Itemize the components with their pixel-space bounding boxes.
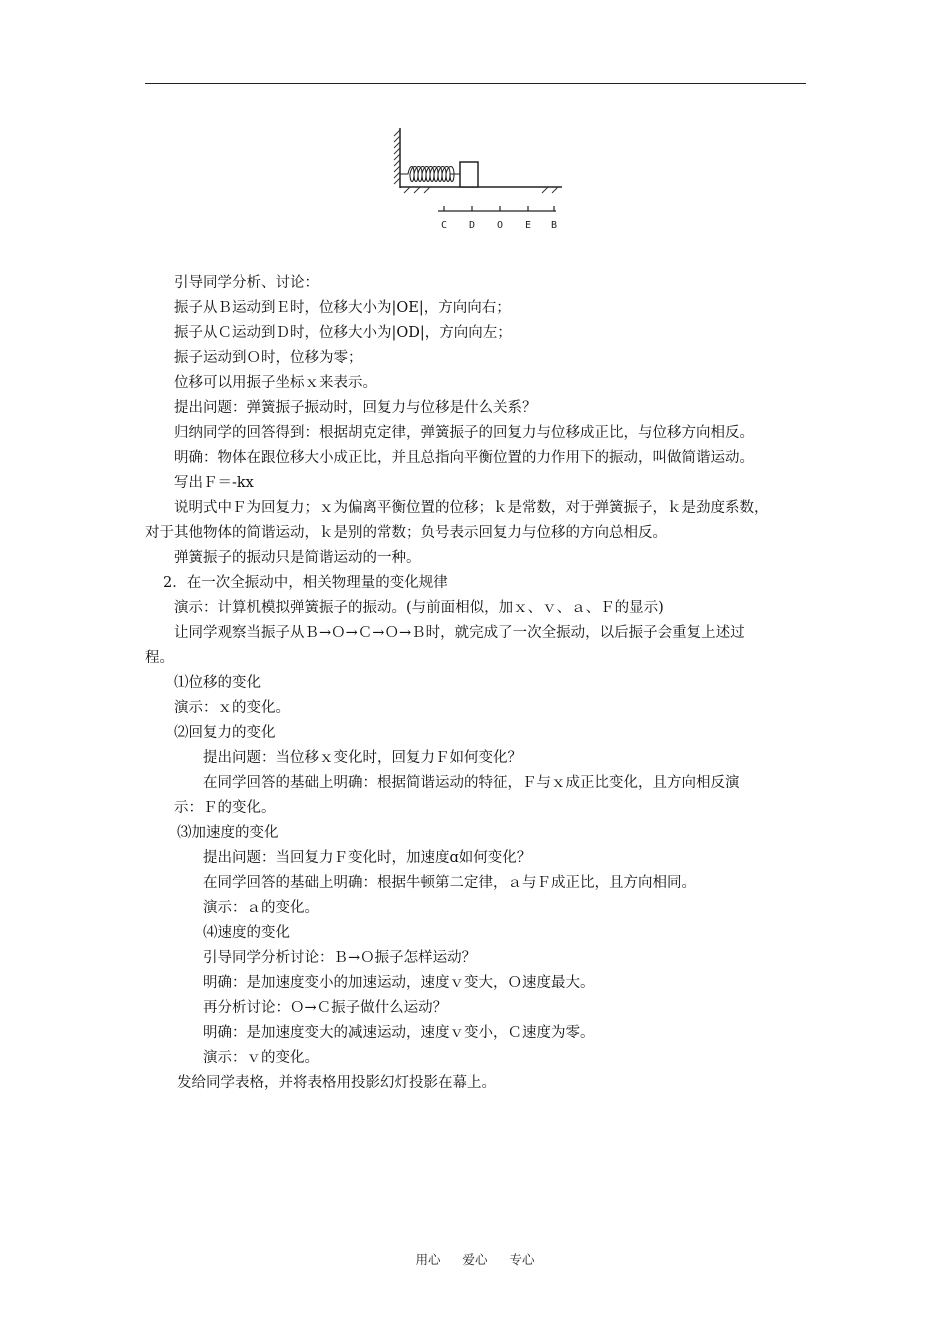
footer-text: 爱心 [462,1252,488,1267]
text-line: ⑶加速度的变化 [177,825,279,841]
text-line: 明确：是加速度变小的加速运动，速度ｖ变大，Ｏ速度最大。 [203,975,595,991]
text-line: 振子从Ｂ运动到Ｅ时，位移大小为|OE|，方向向右； [174,300,511,316]
text-line: 明确：物体在跟位移大小成正比，并且总指向平衡位置的力作用下的振动，叫做简谐运动。 [174,450,754,466]
text-line: 明确：是加速度变大的减速运动，速度ｖ变小，Ｃ速度为零。 [203,1025,595,1041]
text-line: ⑴位移的变化 [174,675,261,691]
text-line: 提出问题：弹簧振子振动时，回复力与位移是什么关系？ [174,400,537,416]
text-line: 在同学回答的基础上明确：根据简谐运动的特征，Ｆ与ｘ成正比变化，且方向相反演 [203,775,740,791]
text-line: 演示：ａ的变化。 [203,900,319,916]
axis-label-d: D [468,220,476,231]
text-line: 再分析讨论：Ｏ→Ｃ振子做什么运动？ [203,1000,448,1016]
text-line: 说明式中Ｆ为回复力；ｘ为偏离平衡位置的位移；ｋ是常数，对于弹簧振子，ｋ是劲度系数， [174,500,769,516]
text-line: 写出Ｆ＝-kx [174,475,254,491]
text-line: 演示：计算机模拟弹簧振子的振动。(与前面相似，加ｘ、ｖ、ａ、Ｆ的显示) [174,600,664,616]
floor-hatch [404,187,558,193]
text-line: 让同学观察当振子从Ｂ→Ｏ→Ｃ→Ｏ→Ｂ时，就完成了一次全振动，以后振子会重复上述过 [174,625,745,641]
text-line: 发给同学表格，并将表格用投影幻灯投影在幕上。 [177,1075,496,1091]
text-line: ⑵回复力的变化 [174,725,276,741]
axis-ticks [444,206,554,211]
spring-oscillator-diagram [392,124,570,234]
axis-label-b: B [550,220,558,231]
text-line: 2．在一次全振动中，相关物理量的变化规律 [163,575,448,591]
text-line: 在同学回答的基础上明确：根据牛顿第二定律，ａ与Ｆ成正比，且方向相同。 [203,875,696,891]
header-rule [145,83,806,84]
axis-label-c: C [440,220,448,231]
spring [400,167,460,182]
axis-label-e: E [524,220,532,231]
footer-text: 用心 [415,1252,441,1267]
text-line: 位移可以用振子坐标ｘ来表示。 [174,375,377,391]
text-line: 提出问题：当回复力Ｆ变化时，加速度ɑ如何变化？ [203,850,532,866]
text-line: 程。 [145,650,174,666]
text-line: 振子从Ｃ运动到Ｄ时，位移大小为|OD|，方向向左； [174,325,512,341]
wall-hatch [394,130,400,184]
text-line: 演示：ｖ的变化。 [203,1050,319,1066]
text-line: 对于其他物体的简谐运动，ｋ是别的常数；负号表示回复力与位移的方向总相反。 [145,525,667,541]
oscillator-block [460,162,478,187]
text-line: 引导同学分析讨论：Ｂ→Ｏ振子怎样运动？ [203,950,477,966]
text-line: 弹簧振子的振动只是简谐运动的一种。 [174,550,421,566]
text-line: 振子运动到Ｏ时，位移为零； [174,350,363,366]
footer-text: 专心 [509,1252,535,1267]
text-line: ⑷速度的变化 [203,925,290,941]
text-line: 提出问题：当位移ｘ变化时，回复力Ｆ如何变化？ [203,750,522,766]
page-footer [0,1250,950,1268]
text-line: 演示：ｘ的变化。 [174,700,290,716]
text-line: 归纳同学的回答得到：根据胡克定律，弹簧振子的回复力与位移成正比，与位移方向相反。 [174,425,754,441]
text-line: 引导同学分析、讨论： [174,275,319,291]
axis-label-o: O [496,220,504,231]
text-line: 示：Ｆ的变化。 [174,800,276,816]
